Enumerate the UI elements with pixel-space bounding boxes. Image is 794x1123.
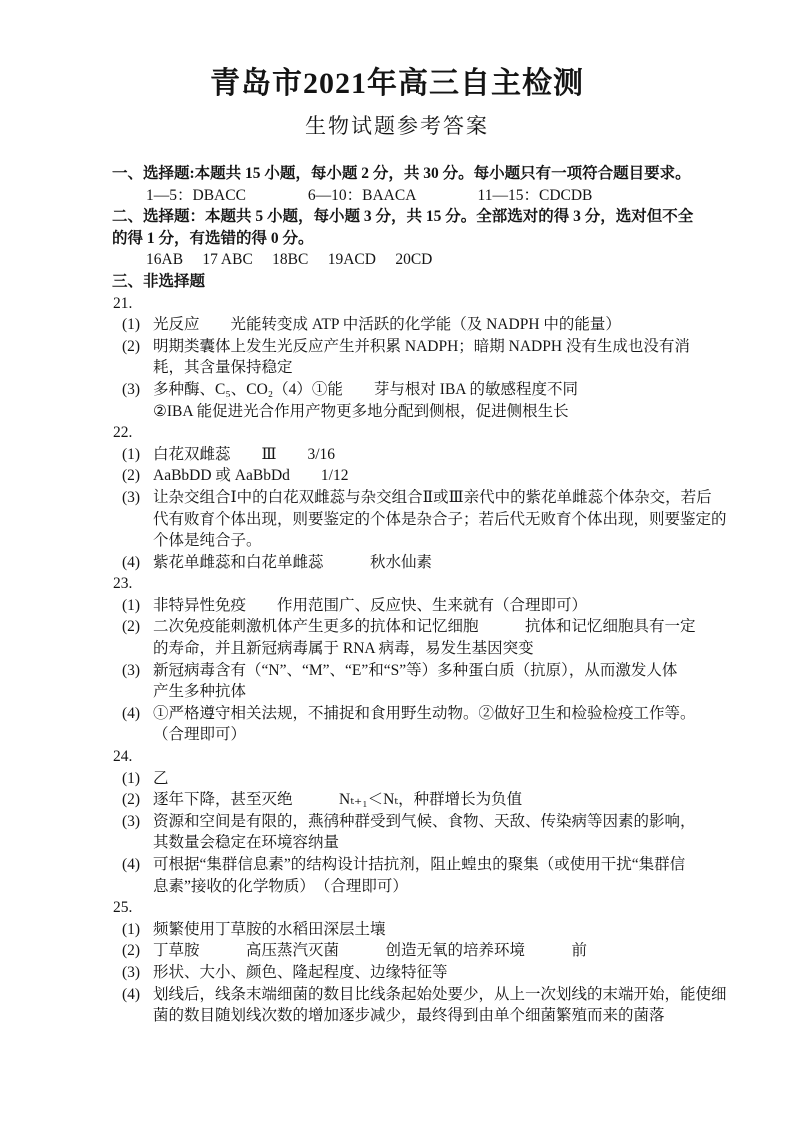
question-25-number: 25. [113, 899, 133, 917]
question-22 [112, 422, 727, 573]
item-marker: (2) [122, 618, 141, 636]
item-marker: (2) [122, 467, 141, 485]
item-text: 可根据“集群信息素”的结构设计拮抗剂，阻止蝗虫的聚集（或使用干扰“集群信 [153, 856, 686, 873]
item-text: 划线后，线条末端细菌的数目比线条起始处要少，从上一次划线的末端开始，能使细 [153, 985, 727, 1003]
item-text: 形状、大小、颜色、隆起程度、边缘特征等 [153, 963, 448, 981]
question-23-number: 23. [113, 575, 133, 593]
item-marker: (3) [122, 380, 141, 398]
question-21-number: 21. [113, 294, 133, 312]
item-marker: (1) [122, 769, 141, 787]
item-text-continuation: 息素”接收的化学物质） （合理即可） [153, 877, 408, 895]
question-24-item-4 [112, 854, 698, 897]
item-marker: (1) [122, 596, 141, 614]
section2-heading-line1: 二、选择题：本题共 5 小题，每小题 3 分，共 15 分。全部选对的得 3 分，选对但不全 [112, 208, 694, 226]
item-marker: (2) [122, 337, 141, 355]
question-25-item-4 [112, 984, 727, 1027]
question-21-item-2 [112, 336, 698, 379]
item-text: 非特异性免疫 作用范围广、反应快、生来就有（合理即可） [153, 596, 588, 614]
item-text: 白花双雌蕊 Ⅲ 3/16 [153, 445, 336, 463]
item-text-continuation: 耗，其含量保持稳定 [153, 359, 293, 377]
item-marker: (4) [122, 856, 141, 873]
item-marker: (3) [122, 963, 141, 981]
item-text: 乙 [153, 769, 169, 787]
document-subtitle: 生物试题参考答案 [305, 114, 489, 138]
question-22-item-4 [112, 552, 698, 574]
item-text-continuation: 的寿命，并且新冠病毒属于 RNA 病毒，易发生基因突变 [153, 640, 534, 658]
item-marker: (4) [122, 985, 141, 1003]
question-21-item-1 [112, 314, 698, 336]
question-24 [112, 746, 698, 897]
item-marker: (3) [122, 488, 141, 506]
item-marker: (1) [122, 445, 141, 463]
question-24-item-3 [112, 811, 698, 854]
item-text-continuation: 个体是纯合子。 [153, 532, 262, 550]
item-text: AaBbDD 或 AaBbDd 1/12 [153, 467, 349, 485]
item-text: 多种酶、C₅、CO₂（4）①能 芽与根对 IBA 的敏感程度不同 [153, 380, 579, 398]
item-text: 频繁使用丁草胺的水稻田深层土壤 [153, 920, 386, 938]
question-23-item-4 [112, 703, 698, 746]
question-22-item-3 [112, 487, 727, 552]
item-text-continuation: （合理即可） [153, 726, 247, 744]
question-24-item-2 [112, 789, 698, 811]
item-text-continuation: 其数量会稳定在环境容纳量 [153, 834, 340, 852]
item-text: 明期类囊体上发生光反应产生并积累 NADPH；暗期 NADPH 没有生成也没有消 [153, 337, 690, 355]
question-21 [112, 293, 698, 423]
section1-answer-row: 1—5：DBACC 6—10：BAACA 11—15：CDCDB [146, 186, 593, 204]
item-text-continuation: 产生多种抗体 [153, 683, 247, 701]
question-25-item-2 [112, 940, 698, 962]
question-23-item-3 [112, 660, 698, 703]
question-22-item-1 [112, 444, 698, 466]
question-21-item-3 [112, 379, 698, 422]
item-text: 资源和空间是有限的，燕鸻种群受到气候、食物、天敌、传染病等因素的影响， [153, 812, 696, 830]
item-marker: (3) [122, 661, 141, 679]
question-25 [112, 897, 727, 1027]
question-23-item-2 [112, 616, 698, 659]
section2-heading-line2: 的得 1 分，有选错的得 0 分。 [112, 229, 314, 247]
item-text: 紫花单雌蕊和白花单雌蕊 秋水仙素 [153, 553, 433, 571]
item-text: 新冠病毒含有（“N”、“M”、“E”和“S”等）多种蛋白质（抗原），从而激发人体 [153, 661, 678, 679]
item-marker: (2) [122, 942, 141, 960]
question-23 [112, 573, 698, 746]
question-22-item-2 [112, 465, 698, 487]
document-body [112, 163, 727, 1027]
item-text-continuation: 菌的数目随划线次数的增加逐步减少，最终得到由单个细菌繁殖而来的菌落 [153, 1007, 665, 1025]
item-marker: (4) [122, 704, 141, 722]
item-text: 丁草胺 高压蒸汽灭菌 创造无氧的培养环境 前 [153, 942, 588, 960]
item-text-continuation: 代有败育个体出现，则要鉴定的个体是杂合子；若后代无败育个体出现，则要鉴定的 [153, 510, 727, 528]
item-text: 二次免疫能刺激机体产生更多的抗体和记忆细胞 抗体和记忆细胞具有一定 [153, 618, 696, 636]
item-marker: (2) [122, 791, 141, 809]
section3-heading: 三、非选择题 [112, 272, 206, 290]
item-text: 逐年下降，甚至灭绝 Nₜ₊₁＜Nₜ，种群增长为负值 [153, 791, 523, 809]
question-22-number: 22. [113, 424, 133, 442]
item-text: 光反应 光能转变成 ATP 中活跃的化学能（及 NADPH 中的能量） [153, 316, 621, 334]
item-marker: (3) [122, 812, 141, 830]
question-24-number: 24. [113, 748, 133, 766]
item-marker: (1) [122, 316, 141, 334]
section1-heading: 一、选择题:本题共 15 小题，每小题 2 分，共 30 分。每小题只有一项符合题目要求。 [112, 165, 691, 182]
item-text: 让杂交组合Ⅰ中的白花双雌蕊与杂交组合Ⅱ或Ⅲ亲代中的紫花单雌蕊个体杂交，若后 [153, 488, 712, 506]
question-23-item-1 [112, 595, 698, 617]
document-title: 青岛市2021年高三自主检测 [210, 67, 584, 100]
question-25-item-3 [112, 962, 698, 984]
item-marker: (1) [122, 920, 141, 938]
section2-answer-row: 16AB 17 ABC 18BC 19ACD 20CD [146, 251, 433, 269]
question-25-item-1 [112, 919, 698, 941]
item-text: ①严格遵守相关法规，不捕捉和食用野生动物。②做好卫生和检验检疫工作等。 [153, 704, 696, 722]
item-marker: (4) [122, 553, 141, 571]
question-24-item-1 [112, 768, 698, 790]
item-text-continuation: ②IBA 能促进光合作用产物更多地分配到侧根，促进侧根生长 [153, 402, 569, 420]
